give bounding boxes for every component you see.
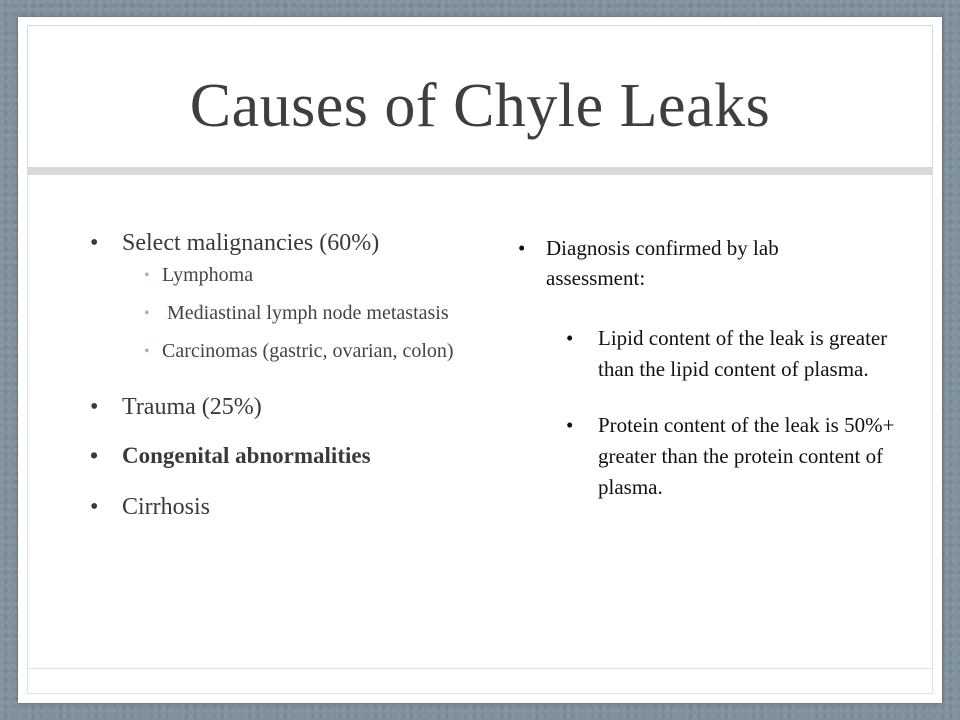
sub-bullet-text: Lymphoma: [162, 264, 254, 286]
sub-list: [518, 323, 918, 503]
diagnosis-list: [518, 233, 918, 503]
causes-list: [90, 229, 490, 521]
sub-bullet-carcinomas: [138, 339, 490, 364]
right-column: [518, 233, 918, 503]
bullet-text: Cirrhosis: [122, 494, 211, 520]
slide: [18, 17, 942, 703]
bullet-congenital: [90, 442, 490, 470]
sub-bullet-text: Lipid content of the leak is greater than the lipid content of plasma.: [598, 326, 888, 381]
bullet-trauma: [90, 393, 490, 421]
title-divider: [27, 167, 933, 175]
bullet-text: Congenital abnormalities: [122, 443, 371, 468]
slide-title: Causes of Chyle Leaks: [189, 72, 771, 140]
sub-bullet-text: Protein content of the leak is 50%+ greater than the protein content of plasma.: [598, 413, 895, 499]
bullet-text: Diagnosis confirmed by lab assessment:: [546, 236, 779, 290]
sub-bullet-text: Carcinomas (gastric, ovarian, colon): [162, 340, 454, 362]
sub-bullet-lipid: [566, 323, 888, 385]
bullet-diagnosis: [518, 233, 876, 293]
left-column: [90, 229, 490, 521]
sub-bullet-lymphoma: [138, 263, 490, 288]
footer-band: [27, 668, 933, 694]
bullet-text: Select malignancies (60%): [122, 230, 380, 256]
sub-bullet-protein: [566, 410, 898, 503]
bullet-malignancies: [90, 229, 490, 257]
malignancy-sublist: [138, 263, 490, 364]
bullet-cirrhosis: [90, 493, 490, 521]
diagnosis-sublist: [566, 323, 918, 503]
sub-bullet-mediastinal: [138, 301, 490, 326]
title-area: [18, 17, 942, 169]
bullet-text: Trauma (25%): [122, 394, 262, 420]
sub-list: [90, 263, 490, 364]
sub-bullet-text: Mediastinal lymph node metastasis: [162, 302, 449, 324]
